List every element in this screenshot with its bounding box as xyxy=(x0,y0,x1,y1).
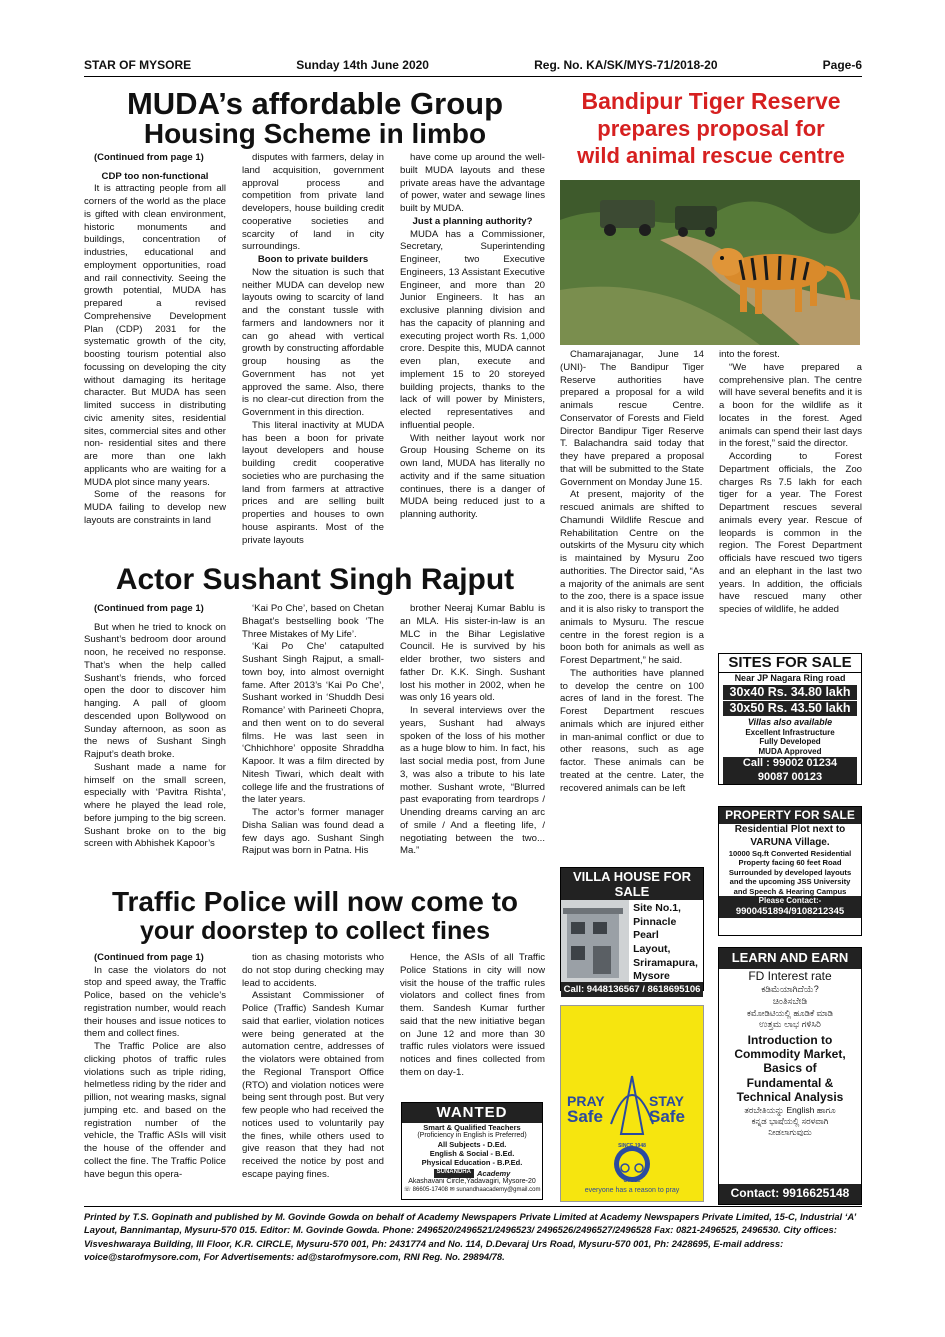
villa-line: Sriramapura, xyxy=(633,956,698,969)
wanted-contact: ☏ 86605-17408 ✉ sunandhaacademy@gmail.com xyxy=(403,1186,541,1193)
wanted-line: Physical Education - B.P.Ed. xyxy=(421,1158,523,1168)
paragraph: The authorities have planned to develop the centre on 100 acres of land in the forest. The Forest Department rescues animals which are injured either in man-animal conflict or due to other reasons, such as age factor. These animals can be treated at the centre. Later, the recovered animals can be left xyxy=(560,667,704,794)
muda-column-2 xyxy=(242,152,384,560)
learn-line: ಕಡಿಮೆಯಾಗಿದೆಯೆ? xyxy=(761,984,819,995)
wanted-line: Smart & Qualified Teachers xyxy=(423,1123,521,1132)
pray-word: PRAY xyxy=(567,1093,605,1109)
sites-title: SITES FOR SALE xyxy=(719,654,861,673)
wanted-line: All Subjects - D.Ed. xyxy=(437,1140,507,1150)
sushant-column-1 xyxy=(84,603,226,883)
sites-call: Call : 99002 01234 xyxy=(723,757,857,770)
property-line: and Speech & Hearing Campus xyxy=(733,886,847,896)
villa-call: Call: 9448136567 / 8618695106 xyxy=(561,982,703,997)
learn-line: ಚಿಂತಿಸಬೇಡಿ xyxy=(772,996,808,1007)
paragraph: have come up around the well-built MUDA layouts and these private areas have the advantage of power, water and sewage lines built by MUDA. xyxy=(400,152,545,214)
stay-word: Safe xyxy=(649,1107,685,1126)
wanted-line: (Proficiency in English is Preferred) xyxy=(417,1132,527,1139)
learn-line: FD Interest rate xyxy=(748,968,832,983)
sites-line: MUDA Approved xyxy=(758,746,822,756)
villa-line: Layout, xyxy=(633,942,671,955)
sushant-column-3 xyxy=(400,603,545,883)
traffic-column-1 xyxy=(84,952,226,1206)
property-for-sale-ad xyxy=(718,806,862,936)
muda-headline-line1: MUDA’s affordable Group xyxy=(126,86,504,121)
sites-line: Fully Developed xyxy=(759,737,821,747)
paper-name: STAR OF MYSORE xyxy=(84,58,192,72)
pray-word: Safe xyxy=(567,1107,603,1126)
paragraph: The actor’s former manager Disha Salian was found dead a few days ago. Sushant Singh Rajput was born in Patna. His xyxy=(242,807,384,857)
paragraph: At present, majority of the rescued animals are shifted to Chamundi Wildlife Rescue and Rehabilitation Centre on the outskirts of the Mysuru city which is maintained by Mysuru Zoo authorities. The Director said, “As a majority of the animals are sent to the zoo, there is a space issue and it is also risky to transport the animals to Mysuru. The rescue centre in the forest region is a boon both for animals as well as Forest Department,” he said. xyxy=(560,489,704,666)
paragraph: This literal inactivity at MUDA has been a boon for private layout developers and house building credit cooperative societies who are purchasing the land from farmers at attractive prices and are selling built properties and houses to own house aspirants. Most of the private layouts xyxy=(242,419,384,546)
sites-line: Villas also available xyxy=(747,716,833,727)
paragraph: ‘Kai Po Che’, based on Chetan Bhagat’s bestselling book ‘The Three Mistakes of My Life’. xyxy=(242,603,384,640)
paragraph: into the forest. xyxy=(719,349,780,360)
paragraph: In case the violators do not stop and speed away, the Traffic Police, based on the vehicle’s registration number, would reach their houses and issue notices to them and collect fines. xyxy=(84,964,226,1040)
paragraph: Some of the reasons for MUDA failing to develop new layouts are constraints in land xyxy=(84,489,226,526)
traffic-headline-line2: your doorstep to collect fines xyxy=(139,917,491,945)
page-number: Page-6 xyxy=(822,58,862,72)
property-line: Surrounded by developed layouts xyxy=(728,867,852,877)
property-line: 10000 Sq.ft Converted Residential xyxy=(728,849,852,858)
paragraph: In several interviews over the years, Sushant had always spoken of the loss of his mother as a huge blow to him. In fact, his last social media post, from June 3, was also a tribute to his late mother. Sushant wrote, “Blurred past evaporating from teardrops / Unending dreams carving an arc of smile / And a fleeting life, / negotiating between the two... Ma.” xyxy=(400,705,545,857)
tiger-photo-image xyxy=(560,180,860,345)
traffic-headline xyxy=(80,888,550,944)
sushant-column-2 xyxy=(242,603,384,883)
villa-title: VILLA HOUSE FOR SALE xyxy=(561,868,703,900)
paragraph: ‘Kai Po Che’ catapulted Sushant Singh Rajput, a small-town boy, into almost overnight fame. After 2013’s ‘Kai Po Che’, Sushant worked in ‘Shuddh Desi Romance’ with Parineeti Chopra, and then went on to do several films. He was last seen in ‘Chhichhore’ opposite Shraddha Kapoor. It was a film directed by Nitesh Tiwari, which dealt with college life and the frustrations of the later years. xyxy=(242,641,384,806)
paragraph: But when he tried to knock on Sushant’s bedroom door around noon, he received no response. That’s when the help called Sushant’s friends, who forced open the door to discover him hanging. A pall of gloom descended upon Bollywood on Sunday afternoon, as soon as the news of Sushant Singh Rajput’s death broke. xyxy=(84,621,226,761)
sites-price: 30x50 Rs. 43.50 lakh xyxy=(723,701,857,716)
property-title: PROPERTY FOR SALE xyxy=(719,807,861,824)
paragraph: With neither layout work nor Group Housing Scheme on its own land, MUDA has literally no activity and if the same situation continues, there is a danger of MUDA being reduced just to a planning authority. xyxy=(400,432,545,520)
muda-headline-line2: Housing Scheme in limbo xyxy=(143,118,487,149)
brand-name: Academy xyxy=(476,1169,511,1179)
learn-line: Technical Analysis xyxy=(736,1090,844,1105)
learn-title: LEARN AND EARN xyxy=(719,948,861,969)
paragraph: “We have prepared a comprehensive plan. The centre will have several benefits and it is a boon for the wildlife as it locates in the forest. Aged animals can spend their last days in the forest,” said the director. xyxy=(719,361,862,450)
learn-line: ಕಮೋಡಿಟಿಯಲ್ಲಿ ಹೂಡಿಕೆ ಮಾಡಿ xyxy=(747,1007,833,1018)
continued-note: (Continued from page 1) xyxy=(94,603,204,614)
paragraph: Now the situation is such that neither MUDA can develop new layouts owing to scarcity of land and the constant tussle with farmers and landowners nor it can go ahead with vertical growth by constructing affordable group housing as the Government has not yet approved the same. Also, there is no clear-cut direction from the Government in this direction. xyxy=(242,266,384,418)
learn-contact: Contact: 9916625148 xyxy=(719,1184,861,1204)
wanted-ad xyxy=(401,1102,543,1200)
sushant-headline: Actor Sushant Singh Rajput xyxy=(115,563,515,596)
muda-column-1 xyxy=(84,152,226,560)
property-contact: Please Contact:- xyxy=(719,896,861,906)
subheading: Boon to private builders xyxy=(257,254,369,265)
tiger-column-1 xyxy=(560,349,704,855)
registration-number: Reg. No. KA/SK/MYS-71/2018-20 xyxy=(534,58,718,72)
learn-line: Commodity Market, xyxy=(734,1046,846,1061)
property-line: Property facing 60 feet Road xyxy=(738,858,842,868)
pray-safe-ad xyxy=(560,1005,704,1202)
stay-label xyxy=(649,1094,685,1125)
paragraph: The Traffic Police are also clicking photos of traffic rules violations such as triple riding, helmetless riding by the rider and pillion, not wearing masks, signal jumping etc. and based on the registration number of the vehicle, the Traffic ASIs will visit the house of the offender and collect the fine. The Traffic Police have begun this opera- xyxy=(84,1041,226,1180)
sites-line: Excellent Infrastructure xyxy=(745,727,835,737)
tiger-column-2 xyxy=(719,349,862,644)
learn-line: Fundamental & xyxy=(746,1075,834,1090)
tiger-headline-line2: prepares proposal for xyxy=(597,116,825,141)
villa-address xyxy=(629,900,703,982)
paragraph: Hence, the ASIs of all Traffic Police Stations in city will now visit the house of the traffic rules violators and collect fines from them. Sandesh Kumar further said that the new initiative began on June 12 and more than 30 traffic rules violators were issued notices and fines collected from them on day-1. xyxy=(400,952,545,1078)
property-line: and the upcoming JSS University xyxy=(729,877,851,887)
tiger-headline xyxy=(556,90,866,167)
stay-word: STAY xyxy=(649,1093,685,1109)
property-line: Residential Plot next to xyxy=(734,824,846,835)
learn-and-earn-ad xyxy=(718,947,862,1205)
muda-headline xyxy=(80,88,550,148)
issue-date: Sunday 14th June 2020 xyxy=(296,58,429,72)
badge-bottom: CYCLE xyxy=(623,1178,641,1184)
learn-line: ನೀಡಲಾಗುವುದು xyxy=(768,1126,812,1137)
imprint-footer: Printed by T.S. Gopinath and published by M. Govinde Gowda on behalf of Academy Newspapers Private Limited at Academy Newspapers Private Limited, 15-C, Industrial ‘A’ Layout, Bannimantap, Mysuru-570 015. Editor: M. Govinde Gowda. Phone: 2496520/2496521/2496523/ 2496526/2496527/2496528 Fax: 0821-2496525, 2496530. City offices: Visveshwaraya Building, III Floor, K.R. CIRCLE, Mysuru-570 001, Ph: 2431774 and No. 114, D.Devaraj Urs Road, Mysuru-570 001, Ph: 2428695, E-mail address: voice@starofmysore.com, For Advertisements: ad@starofmysore.com, RNI Reg. No. 29894/78. xyxy=(84,1211,856,1263)
pray-label xyxy=(567,1094,605,1125)
sites-for-sale-ad xyxy=(718,653,862,785)
property-phone: 9900451894/9108212345 xyxy=(719,906,861,918)
sites-price: 30x40 Rs. 34.80 lakh xyxy=(723,685,857,700)
property-line: VARUNA Village. xyxy=(750,836,830,848)
subheading: Just a planning authority? xyxy=(412,215,533,227)
traffic-headline-line1: Traffic Police will now come to xyxy=(111,886,519,917)
sites-sub: Near JP Nagara Ring road xyxy=(734,673,846,683)
sites-call: 90087 00123 xyxy=(723,771,857,784)
paragraph: According to Forest Department officials, the Zoo charges Rs 7.5 lakh for each tiger for a year. The Forest Department rescues several animals every year. Rescue of leopards is common in the region. The Forest Department officials have rescued two tigers and an elephant in the last two years. In addition, the officials have rescued many other species of wildlife, he added xyxy=(719,451,862,615)
brand-badge: SUNANDHA xyxy=(434,1169,474,1178)
learn-line: ಕನ್ನಡ ಭಾಷೆಯಲ್ಲಿ ಸರಳವಾಗಿ xyxy=(751,1115,829,1126)
footer-rule xyxy=(84,1206,862,1207)
villa-line: Site No.1, xyxy=(633,902,681,914)
paragraph: tion as chasing motorists who do not stop during checking may lead to accidents. xyxy=(242,952,384,989)
pray-tagline: everyone has a reason to pray xyxy=(584,1187,680,1194)
paragraph: MUDA has a Commissioner, Secretary, Superintending Engineer, two Executive Engineers, 13 Assistant Executive Engineer, and more than 20 Junior Engineers. It has an exclusive planning division and has the capacity of planning and executing project worth Rs. 1,000 crore. Despite this, MUDA cannot even plan, execute and implement 15 to 20 storeyed building projects, thanks to the lack of will power by Ministers, elected representatives and influential people. xyxy=(400,228,545,431)
muda-column-3 xyxy=(400,152,545,560)
villa-line: Pinnacle Pearl xyxy=(633,915,677,942)
paragraph: It is attracting people from all corners of the world as the place is gifted with clean environment, historic monuments and buildings, concentration of industries, educational and employment opportunities, road and rail connectivity. Seeing the growth potential, MUDA has prepared a revised Comprehensive Development Plan (CDP) 2031 for the systematic growth of the city, boosting tourism potential also focussing on developing the city without damaging its heritage character. But MUDA has seen limited success in distributing civic amenity sites, residential sites, commercial sites and other non- residential sites and there are more than one lakh applicants who are waiting for a MUDA plot since many years. xyxy=(84,183,226,488)
learn-line: ಉತ್ತಮ ಲಾಭ ಗಳಿಸಿರಿ xyxy=(759,1018,821,1029)
paragraph: brother Neeraj Kumar Bablu is an MLA. His sister-in-law is an MLC in the Bihar Legislative Council. He is survived by his elder brother, two sisters and father Dr. K.K. Singh. Sushant lost his mother in 2002, when he was only 16 years old. xyxy=(400,603,545,704)
villa-house-ad xyxy=(560,867,704,995)
villa-house-image xyxy=(561,900,629,982)
tiger-headline-line3: wild animal rescue centre xyxy=(577,143,845,168)
paragraph: Chamarajanagar, June 14 (UNI)- The Bandipur Tiger Reserve authorities have prepared a proposal for a wild animals rescue Centre. Conservator of Forests and Field Director Bandipur Tiger Reserve T. Balachandra said today that they have prepared a proposal that will be submitted to the State Government on Monday June 15. xyxy=(560,349,704,488)
wanted-address: Akashavani Circle,Yadavagiri, Mysore-20 xyxy=(408,1178,536,1186)
page-header xyxy=(84,58,862,77)
wanted-title: WANTED xyxy=(402,1103,542,1123)
tiger-headline-line1: Bandipur Tiger Reserve xyxy=(581,88,841,114)
badge-top: SINCE 1948 xyxy=(618,1143,646,1149)
paragraph: Assistant Commissioner of Police (Traffic) Sandesh Kumar said that earlier, violation notices were being generated at the automation centre, addresses of the violators were obtained from the Regional Transport Office (RTO) and violation notices were being sent through post. But very few people who had received the notices used to voluntarily pay the fines, while others used to give reason that they had not received the notice by post and escape paying fines. xyxy=(242,990,384,1180)
learn-line: ತರಬೇತಿಯನ್ನು English ಹಾಗೂ xyxy=(744,1104,836,1115)
continued-note: (Continued from page 1) xyxy=(94,152,204,163)
tiger-photo xyxy=(560,180,860,345)
paragraph: disputes with farmers, delay in land acquisition, government approval process and competition from private land developers, house building credit cooperative societies and scarcity of land in city surroundings. xyxy=(242,152,384,253)
continued-note: (Continued from page 1) xyxy=(94,952,204,963)
learn-line: Introduction to xyxy=(747,1032,833,1047)
paragraph: Sushant made a name for himself on the small screen, especially with ‘Pavitra Rishta’, where he played the lead role, before jumping to the big screen. Sushant broke on to the big screen with Abhishek Kapoor’s xyxy=(84,761,226,850)
learn-line: Basics of xyxy=(763,1061,817,1076)
subheading: CDP too non-functional xyxy=(101,170,209,182)
villa-line: Mysore xyxy=(633,970,670,983)
traffic-column-2 xyxy=(242,952,384,1206)
traffic-column-3 xyxy=(400,952,545,1092)
wanted-line: English & Social - B.Ed. xyxy=(429,1149,515,1159)
